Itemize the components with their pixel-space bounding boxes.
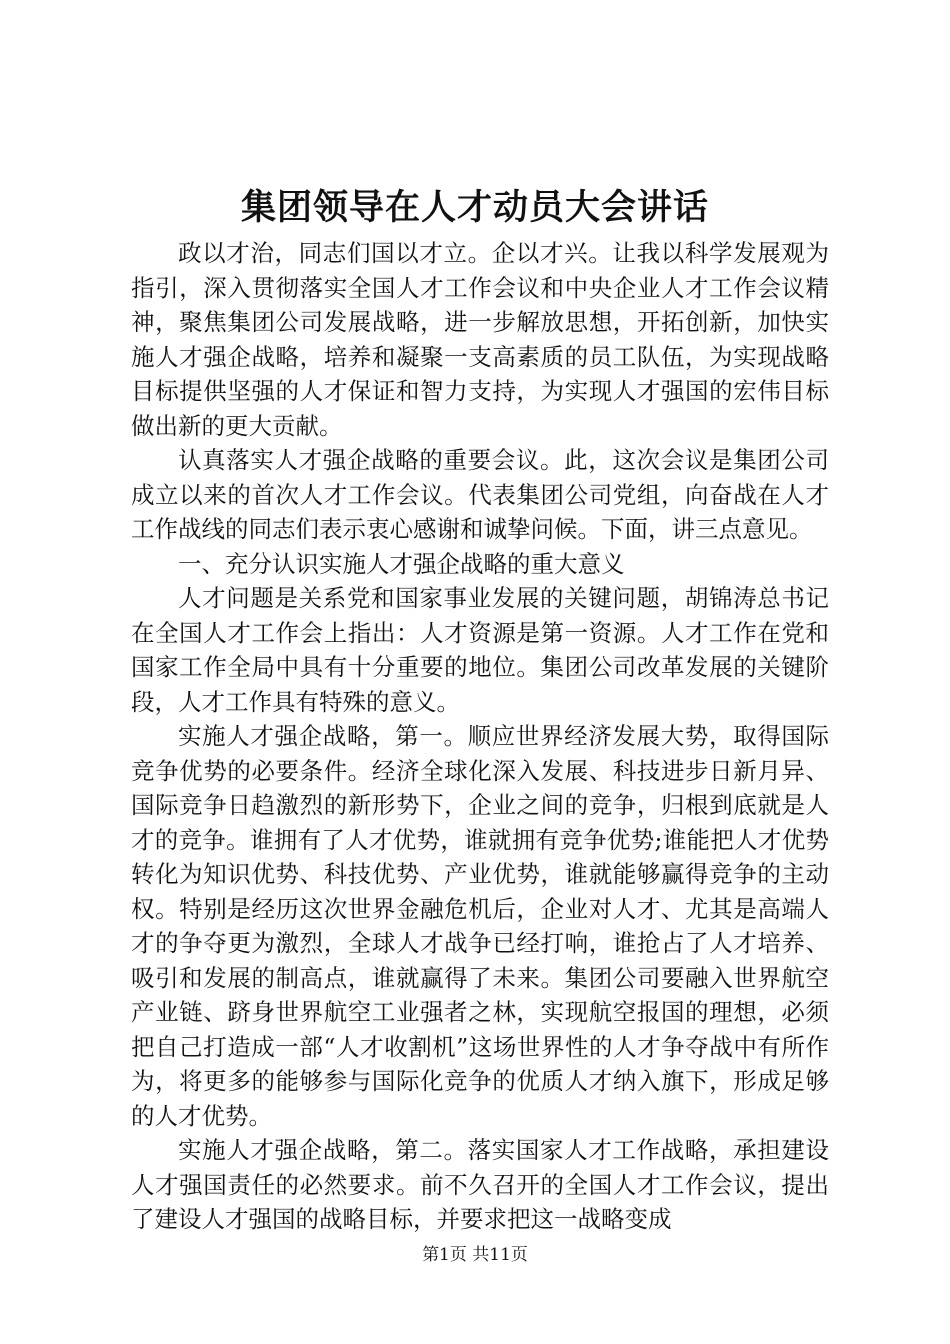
page-number-footer: 第1页 共11页: [422, 1245, 528, 1265]
paragraph-first-point: 实施人才强企战略，第一。顺应世界经济发展大势，取得国际竞争优势的必要条件。经济全球化深入发展、科技进步日新月异、国际竞争日趋激烈的新形势下，企业之间的竞争，归根到底就是人才的竞争。谁拥有了人才优势，谁就拥有竞争优势;谁能把人才优势转化为知识优势、科技优势、产业优势，谁就能够赢得竞争的主动权。特别是经历这次世界金融危机后，企业对人才、尤其是高端人才的争夺更为激烈，全球人才战争已经打响，谁抢占了人才培养、吸引和发展的制高点，谁就赢得了未来。集团公司要融入世界航空产业链、跻身世界航空工业强者之林，实现航空报国的理想，必须把自己打造成一部“人才收割机”这场世界性的人才争夺战中有所作为，将更多的能够参与国际化竞争的优质人才纳入旗下，形成足够的人才优势。: [131, 722, 829, 1130]
paragraph-talent-issue: 人才问题是关系党和国家事业发展的关键问题，胡锦涛总书记在全国人才工作会上指出：人才资源是第一资源。人才工作在党和国家工作全局中具有十分重要的地位。集团公司改革发展的关键阶段，人才工作具有特殊的意义。: [131, 584, 829, 716]
section-heading-1: 一、充分认识实施人才强企战略的重大意义: [178, 549, 625, 578]
document-body: [131, 236, 829, 1237]
paragraph-meeting: 认真落实人才强企战略的重要会议。此，这次会议是集团公司成立以来的首次人才工作会议。代表集团公司党组，向奋战在人才工作战线的同志们表示衷心感谢和诚挚问候。下面，讲三点意见。: [131, 446, 829, 543]
paragraph-second-point: 实施人才强企战略，第二。落实国家人才工作战略，承担建设人才强国责任的必然要求。前不久召开的全国人才工作会议，提出了建设人才强国的战略目标，并要求把这一战略变成: [131, 1136, 829, 1233]
document-title: 集团领导在人才动员大会讲话: [240, 188, 709, 228]
paragraph-intro: 政以才治，同志们国以才立。企以才兴。让我以科学发展观为指引，深入贯彻落实全国人才工作会议和中央企业人才工作会议精神，聚焦集团公司发展战略，进一步解放思想，开拓创新，加快实施人才强企战略，培养和凝聚一支高素质的员工队伍，为实现战略目标提供坚强的人才保证和智力支持，为实现人才强国的宏伟目标做出新的更大贡献。: [131, 239, 829, 440]
